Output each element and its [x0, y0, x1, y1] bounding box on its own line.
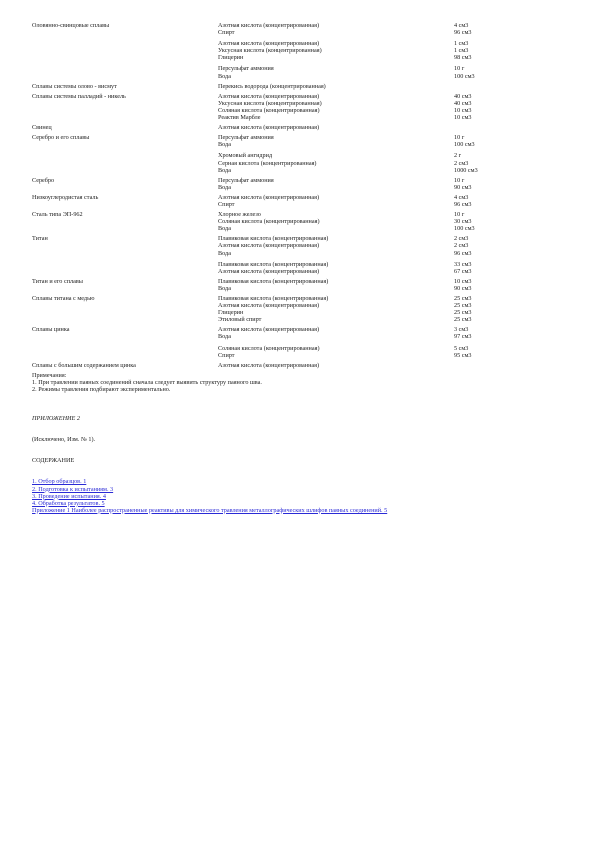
reagent-line	[218, 65, 544, 72]
reagent-name: Соляная кислота (концентрированная)	[218, 218, 320, 226]
reagent-name: Соляная кислота (концентрированная)	[218, 106, 320, 114]
reagent-list	[218, 22, 544, 80]
reagent-quantity: 10 г	[454, 211, 465, 219]
reagent-quantity: 90 см3	[454, 284, 472, 292]
reagent-quantity: 100 см3	[454, 72, 475, 80]
reagent-quantity: 10 г	[454, 65, 465, 73]
reagent-line	[218, 225, 544, 232]
reagent-list	[218, 177, 544, 191]
table-row	[32, 326, 572, 358]
reagent-name: Спирт	[218, 351, 235, 359]
table-row	[32, 93, 572, 121]
amendment-note: (Исключено, Изм. № 1).	[32, 436, 96, 444]
material-cell: Сплавы с большим содержанием цинка	[32, 361, 136, 369]
reagent-quantity: 10 см3	[454, 114, 472, 122]
reagent-name: Хлорное железо	[218, 211, 261, 219]
reagent-line	[218, 326, 544, 333]
material-cell: Титан	[32, 235, 48, 243]
reagent-line	[218, 83, 544, 90]
reagent-name: Плавиковая кислота (концентрированная)	[218, 295, 329, 302]
material-cell: Сталь типа ЭП-962	[32, 211, 83, 219]
toc-title: СОДЕРЖАНИЕ	[32, 457, 75, 465]
reagent-name: Азотная кислота (концентрированная)	[218, 326, 320, 334]
reagent-quantity: 10 см3	[454, 277, 472, 285]
toc-link-appendix-1[interactable]: Приложение 1 Наиболее распространенные реактивы для химического травления металлографических шлифов паяных соединений. 5	[32, 506, 388, 514]
reagent-quantity	[454, 124, 544, 131]
reagent-name: Азотная кислота (концентрированная)	[218, 242, 320, 250]
reagent-quantity	[454, 362, 544, 369]
appendix-title: ПРИЛОЖЕНИЕ 2	[32, 415, 80, 423]
reagent-line	[218, 184, 544, 191]
reagent-name: Вода	[218, 72, 231, 80]
reagent-quantity: 10 см3	[454, 106, 472, 114]
reagent-name: Персульфат аммония	[218, 176, 274, 184]
reagent-quantity: 10 г	[454, 176, 465, 184]
reagent-name: Реактив Марбле	[218, 114, 261, 122]
reagent-quantity: 30 см3	[454, 218, 472, 226]
reagent-name: Хромовый ангидрид	[218, 152, 273, 160]
reagent-quantity: 98 см3	[454, 54, 472, 62]
reagent-quantity: 3 см3	[454, 326, 469, 334]
reagent-line	[218, 73, 544, 80]
note-2: 2. Режимы травления подбирают экспериментально.	[32, 386, 171, 394]
reagent-name: Уксусная кислота (концентрированная)	[218, 99, 322, 107]
reagent-line	[218, 235, 544, 242]
reagent-line	[218, 250, 544, 257]
reagent-line	[218, 54, 544, 61]
reagent-name: Этиловый спирт	[218, 316, 262, 324]
notes-title: Примечания:	[32, 371, 67, 379]
reagent-quantity: 33 см3	[454, 260, 472, 268]
reagent-line	[218, 40, 544, 47]
table-row	[32, 278, 572, 292]
reagent-quantity: 25 см3	[454, 295, 472, 302]
reagent-name: Глицерин	[218, 54, 244, 62]
reagent-name: Азотная кислота (концентрированная)	[218, 302, 320, 310]
reagent-list	[218, 83, 544, 90]
material-cell: Оловянно-свинцовые сплавы	[32, 22, 110, 29]
reagent-quantity: 1 см3	[454, 47, 469, 55]
material-cell: Низкоуглеродистая сталь	[32, 193, 99, 201]
table-row	[32, 22, 572, 80]
reagent-quantity: 25 см3	[454, 316, 472, 324]
reagent-name: Соляная кислота (концентрированная)	[218, 344, 320, 352]
reagent-name: Вода	[218, 183, 231, 191]
reagent-quantity: 40 см3	[454, 99, 472, 107]
reagent-quantity: 67 см3	[454, 267, 472, 275]
reagent-line	[218, 316, 544, 323]
reagent-line	[218, 285, 544, 292]
reagent-list	[218, 235, 544, 274]
reagent-name: Вода	[218, 225, 231, 233]
reagent-line	[218, 278, 544, 285]
reagent-quantity: 90 см3	[454, 183, 472, 191]
reagent-quantity: 96 см3	[454, 249, 472, 257]
reagent-line	[218, 295, 544, 302]
reagent-name: Вода	[218, 284, 231, 292]
reagent-line	[218, 211, 544, 218]
reagent-name: Серная кислота (концентрированная)	[218, 159, 317, 167]
reagent-name: Персульфат аммония	[218, 65, 274, 73]
reagent-line	[218, 160, 544, 167]
reagent-line	[218, 345, 544, 352]
reagent-line	[218, 124, 544, 131]
reagent-name: Глицерин	[218, 309, 244, 317]
note-1: 1. При травлении паяных соединений сначала следует выявить структуру паяного шва.	[32, 378, 262, 386]
reagent-name: Перекись водорода (концентрированная)	[218, 82, 326, 90]
reagent-name: Азотная кислота (концентрированная)	[218, 267, 320, 275]
reagent-name: Азотная кислота (концентрированная)	[218, 22, 320, 29]
reagent-quantity: 40 см3	[454, 92, 472, 100]
document-body	[32, 22, 572, 514]
toc-link-sampling[interactable]: 1. Отбор образцов. 1	[32, 478, 87, 486]
reagent-line	[218, 22, 544, 29]
reagent-line	[218, 201, 544, 208]
reagent-line	[218, 242, 544, 249]
material-cell: Серебро	[32, 176, 55, 184]
reagent-line	[218, 218, 544, 225]
reagent-name: Персульфат аммония	[218, 134, 274, 142]
table-row	[32, 134, 572, 173]
material-cell: Серебро и его сплавы	[32, 134, 90, 142]
material-cell: Сплавы системы палладий - никель	[32, 92, 126, 100]
reagent-line	[218, 362, 544, 369]
reagent-line	[218, 177, 544, 184]
reagent-list	[218, 326, 544, 358]
reagent-name: Спирт	[218, 29, 235, 37]
reagent-name: Вода	[218, 141, 231, 149]
reagent-line	[218, 134, 544, 141]
reagent-line	[218, 302, 544, 309]
reagent-line	[218, 152, 544, 159]
table-row	[32, 83, 572, 90]
reagent-line	[218, 333, 544, 340]
reagent-quantity: 2 см3	[454, 242, 469, 250]
reagent-list	[218, 295, 544, 323]
reagent-line	[218, 47, 544, 54]
reagent-name: Вода	[218, 166, 231, 174]
reagent-list	[218, 93, 544, 121]
reagent-list	[218, 134, 544, 173]
reagent-quantity: 97 см3	[454, 333, 472, 341]
table-row	[32, 124, 572, 131]
reagent-name: Плавиковая кислота (концентрированная)	[218, 235, 329, 243]
reagent-list	[218, 362, 544, 369]
reagent-quantity: 4 см3	[454, 193, 469, 201]
reagent-line	[218, 352, 544, 359]
reagent-quantity: 96 см3	[454, 29, 472, 37]
material-cell: Сплавы цинка	[32, 326, 70, 334]
reagent-line	[218, 167, 544, 174]
reagent-list	[218, 278, 544, 292]
reagent-quantity: 1 см3	[454, 40, 469, 48]
table-row	[32, 295, 572, 323]
reagent-name: Вода	[218, 333, 231, 341]
reagent-line	[218, 194, 544, 201]
reagent-line	[218, 268, 544, 275]
reagent-list	[218, 194, 544, 208]
reagent-line	[218, 100, 544, 107]
table-row	[32, 362, 572, 369]
material-cell: Титан и его сплавы	[32, 277, 83, 285]
reagent-quantity: 10 г	[454, 134, 465, 142]
reagent-quantity: 1000 см3	[454, 166, 478, 174]
reagent-quantity: 2 г	[454, 152, 462, 160]
reagent-name: Спирт	[218, 200, 235, 208]
reagent-name: Плавиковая кислота (концентрированная)	[218, 277, 329, 285]
reagent-quantity: 5 см3	[454, 344, 469, 352]
reagent-quantity: 25 см3	[454, 302, 472, 310]
material-cell: Свинец	[32, 124, 52, 132]
reagent-name: Плавиковая кислота (концентрированная)	[218, 260, 329, 268]
toc-link-testing[interactable]: 3. Проведение испытания. 4	[32, 492, 106, 500]
reagent-list	[218, 211, 544, 232]
reagent-line	[218, 93, 544, 100]
table-row	[32, 194, 572, 208]
reagent-line	[218, 29, 544, 36]
reagent-quantity: 100 см3	[454, 225, 475, 233]
notes-block	[32, 372, 572, 393]
reagent-list	[218, 124, 544, 131]
reagent-line	[218, 309, 544, 316]
reagent-quantity: 95 см3	[454, 351, 472, 359]
reagent-name: Азотная кислота (концентрированная)	[218, 193, 320, 201]
reagent-quantity: 2 см3	[454, 235, 469, 243]
etchant-table	[32, 22, 572, 369]
table-row	[32, 235, 572, 274]
table-of-contents	[32, 478, 572, 513]
toc-link-preparation[interactable]: 2. Подготовка к испытаниям. 3	[32, 485, 114, 493]
reagent-line	[218, 114, 544, 121]
reagent-quantity: 4 см3	[454, 22, 469, 29]
reagent-quantity: 96 см3	[454, 200, 472, 208]
reagent-line	[218, 141, 544, 148]
reagent-name: Азотная кислота (концентрированная)	[218, 92, 320, 100]
reagent-name: Уксусная кислота (концентрированная)	[218, 47, 322, 55]
material-cell: Сплавы системы олово - висмут	[32, 82, 117, 90]
toc-link-results[interactable]: 4. Обработка результатов. 5	[32, 499, 105, 507]
table-row	[32, 211, 572, 232]
reagent-quantity: 25 см3	[454, 309, 472, 317]
reagent-line	[218, 107, 544, 114]
material-cell: Сплавы титана с медью	[32, 295, 95, 302]
reagent-name: Вода	[218, 249, 231, 257]
reagent-quantity	[454, 83, 544, 90]
reagent-name: Азотная кислота (концентрированная)	[218, 124, 320, 132]
reagent-name: Азотная кислота (концентрированная)	[218, 40, 320, 48]
table-row	[32, 177, 572, 191]
reagent-quantity: 2 см3	[454, 159, 469, 167]
reagent-name: Азотная кислота (концентрированная)	[218, 361, 320, 369]
reagent-quantity: 100 см3	[454, 141, 475, 149]
reagent-line	[218, 261, 544, 268]
